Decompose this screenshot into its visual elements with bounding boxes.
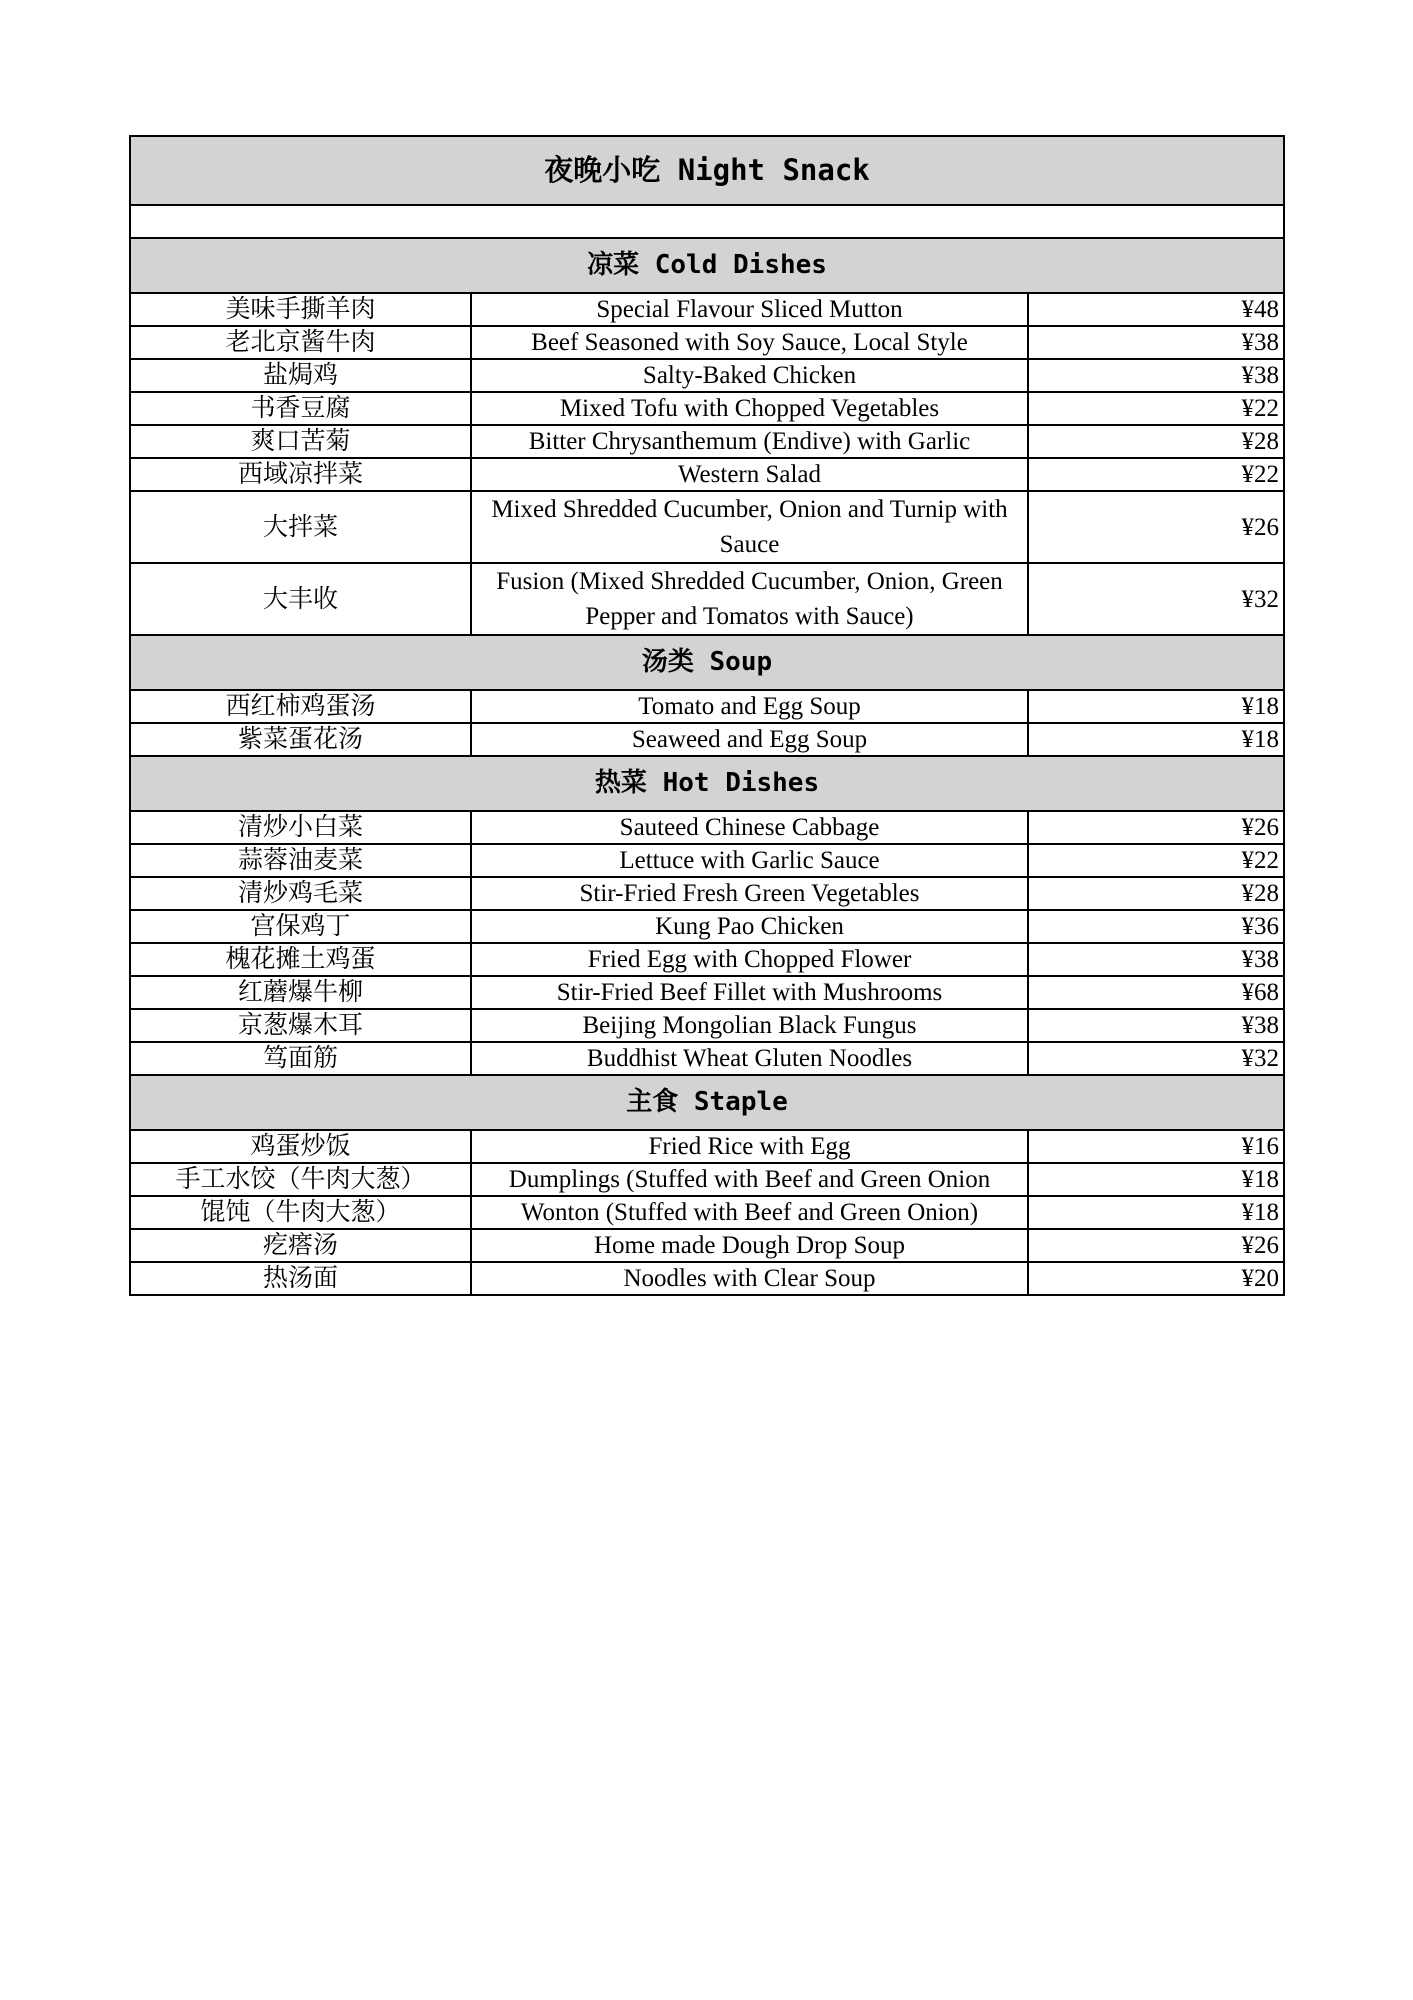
section-header-row <box>130 756 1284 811</box>
dish-price: ¥26 <box>1028 491 1284 563</box>
dish-name-chinese: 爽口苦菊 <box>130 425 471 458</box>
dish-price: ¥36 <box>1028 910 1284 943</box>
dish-price: ¥38 <box>1028 326 1284 359</box>
dish-price: ¥18 <box>1028 1196 1284 1229</box>
menu-item-row <box>130 293 1284 326</box>
dish-name-english: Stir-Fried Fresh Green Vegetables <box>471 877 1028 910</box>
dish-price: ¥32 <box>1028 1042 1284 1075</box>
dish-price: ¥22 <box>1028 392 1284 425</box>
dish-price: ¥38 <box>1028 943 1284 976</box>
dish-name-english: Salty-Baked Chicken <box>471 359 1028 392</box>
section-heading: 凉菜 Cold Dishes <box>130 238 1284 293</box>
menu-item-row <box>130 563 1284 635</box>
dish-price: ¥28 <box>1028 877 1284 910</box>
dish-name-english: Wonton (Stuffed with Beef and Green Onion) <box>471 1196 1028 1229</box>
dish-name-chinese: 鸡蛋炒饭 <box>130 1130 471 1163</box>
menu-item-row <box>130 910 1284 943</box>
dish-name-english: Seaweed and Egg Soup <box>471 723 1028 756</box>
section-header-row <box>130 238 1284 293</box>
dish-name-chinese: 槐花摊土鸡蛋 <box>130 943 471 976</box>
dish-name-chinese: 盐焗鸡 <box>130 359 471 392</box>
menu-item-row <box>130 1229 1284 1262</box>
dish-name-english: Bitter Chrysanthemum (Endive) with Garlic <box>471 425 1028 458</box>
menu-item-row <box>130 811 1284 844</box>
dish-name-chinese: 笃面筋 <box>130 1042 471 1075</box>
menu-item-row <box>130 877 1284 910</box>
dish-name-english: Beijing Mongolian Black Fungus <box>471 1009 1028 1042</box>
menu-table <box>129 135 1285 1296</box>
dish-price: ¥20 <box>1028 1262 1284 1295</box>
dish-price: ¥26 <box>1028 1229 1284 1262</box>
dish-price: ¥32 <box>1028 563 1284 635</box>
menu-item-row <box>130 326 1284 359</box>
dish-name-chinese: 宫保鸡丁 <box>130 910 471 943</box>
dish-name-chinese: 大拌菜 <box>130 491 471 563</box>
menu-item-row <box>130 425 1284 458</box>
dish-price: ¥26 <box>1028 811 1284 844</box>
dish-name-chinese: 清炒鸡毛菜 <box>130 877 471 910</box>
dish-name-chinese: 紫菜蛋花汤 <box>130 723 471 756</box>
dish-name-english: Mixed Tofu with Chopped Vegetables <box>471 392 1028 425</box>
dish-name-english: Fried Egg with Chopped Flower <box>471 943 1028 976</box>
blank-row <box>130 205 1284 238</box>
menu-item-row <box>130 1196 1284 1229</box>
dish-name-chinese: 京葱爆木耳 <box>130 1009 471 1042</box>
menu-item-row <box>130 1262 1284 1295</box>
menu-item-row <box>130 1130 1284 1163</box>
menu-item-row <box>130 491 1284 563</box>
dish-name-english: Dumplings (Stuffed with Beef and Green Onion <box>471 1163 1028 1196</box>
menu-item-row <box>130 976 1284 1009</box>
dish-name-english: Beef Seasoned with Soy Sauce, Local Style <box>471 326 1028 359</box>
dish-name-english: Fusion (Mixed Shredded Cucumber, Onion, Green Pepper and Tomatos with Sauce) <box>471 563 1028 635</box>
dish-name-english: Kung Pao Chicken <box>471 910 1028 943</box>
blank-cell <box>130 205 1284 238</box>
dish-price: ¥38 <box>1028 359 1284 392</box>
dish-name-chinese: 西域凉拌菜 <box>130 458 471 491</box>
dish-price: ¥48 <box>1028 293 1284 326</box>
dish-name-chinese: 疙瘩汤 <box>130 1229 471 1262</box>
dish-name-english: Special Flavour Sliced Mutton <box>471 293 1028 326</box>
menu-item-row <box>130 844 1284 877</box>
dish-name-english: Stir-Fried Beef Fillet with Mushrooms <box>471 976 1028 1009</box>
dish-name-english: Tomato and Egg Soup <box>471 690 1028 723</box>
section-heading: 热菜 Hot Dishes <box>130 756 1284 811</box>
dish-name-chinese: 清炒小白菜 <box>130 811 471 844</box>
dish-name-chinese: 西红柿鸡蛋汤 <box>130 690 471 723</box>
menu-item-row <box>130 1163 1284 1196</box>
dish-name-chinese: 美味手撕羊肉 <box>130 293 471 326</box>
dish-name-chinese: 老北京酱牛肉 <box>130 326 471 359</box>
dish-name-chinese: 大丰收 <box>130 563 471 635</box>
dish-price: ¥18 <box>1028 723 1284 756</box>
dish-price: ¥68 <box>1028 976 1284 1009</box>
dish-name-english: Western Salad <box>471 458 1028 491</box>
menu-title: 夜晚小吃 Night Snack <box>130 136 1284 205</box>
menu-item-row <box>130 1042 1284 1075</box>
section-heading: 汤类 Soup <box>130 635 1284 690</box>
dish-name-chinese: 热汤面 <box>130 1262 471 1295</box>
menu-item-row <box>130 392 1284 425</box>
section-header-row <box>130 1075 1284 1130</box>
dish-price: ¥28 <box>1028 425 1284 458</box>
section-header-row <box>130 635 1284 690</box>
dish-name-english: Buddhist Wheat Gluten Noodles <box>471 1042 1028 1075</box>
dish-price: ¥22 <box>1028 844 1284 877</box>
dish-name-chinese: 红蘑爆牛柳 <box>130 976 471 1009</box>
dish-name-chinese: 手工水饺（牛肉大葱） <box>130 1163 471 1196</box>
dish-price: ¥18 <box>1028 690 1284 723</box>
menu-item-row <box>130 690 1284 723</box>
dish-name-english: Fried Rice with Egg <box>471 1130 1028 1163</box>
menu-item-row <box>130 458 1284 491</box>
dish-name-english: Mixed Shredded Cucumber, Onion and Turnip with Sauce <box>471 491 1028 563</box>
dish-name-chinese: 书香豆腐 <box>130 392 471 425</box>
dish-name-english: Sauteed Chinese Cabbage <box>471 811 1028 844</box>
section-heading: 主食 Staple <box>130 1075 1284 1130</box>
dish-name-english: Noodles with Clear Soup <box>471 1262 1028 1295</box>
menu-body <box>130 136 1284 1295</box>
dish-name-chinese: 蒜蓉油麦菜 <box>130 844 471 877</box>
menu-item-row <box>130 359 1284 392</box>
dish-name-chinese: 馄饨（牛肉大葱） <box>130 1196 471 1229</box>
dish-price: ¥18 <box>1028 1163 1284 1196</box>
menu-item-row <box>130 1009 1284 1042</box>
dish-price: ¥38 <box>1028 1009 1284 1042</box>
dish-price: ¥16 <box>1028 1130 1284 1163</box>
menu-title-row <box>130 136 1284 205</box>
menu-item-row <box>130 723 1284 756</box>
dish-name-english: Lettuce with Garlic Sauce <box>471 844 1028 877</box>
menu-item-row <box>130 943 1284 976</box>
dish-price: ¥22 <box>1028 458 1284 491</box>
dish-name-english: Home made Dough Drop Soup <box>471 1229 1028 1262</box>
